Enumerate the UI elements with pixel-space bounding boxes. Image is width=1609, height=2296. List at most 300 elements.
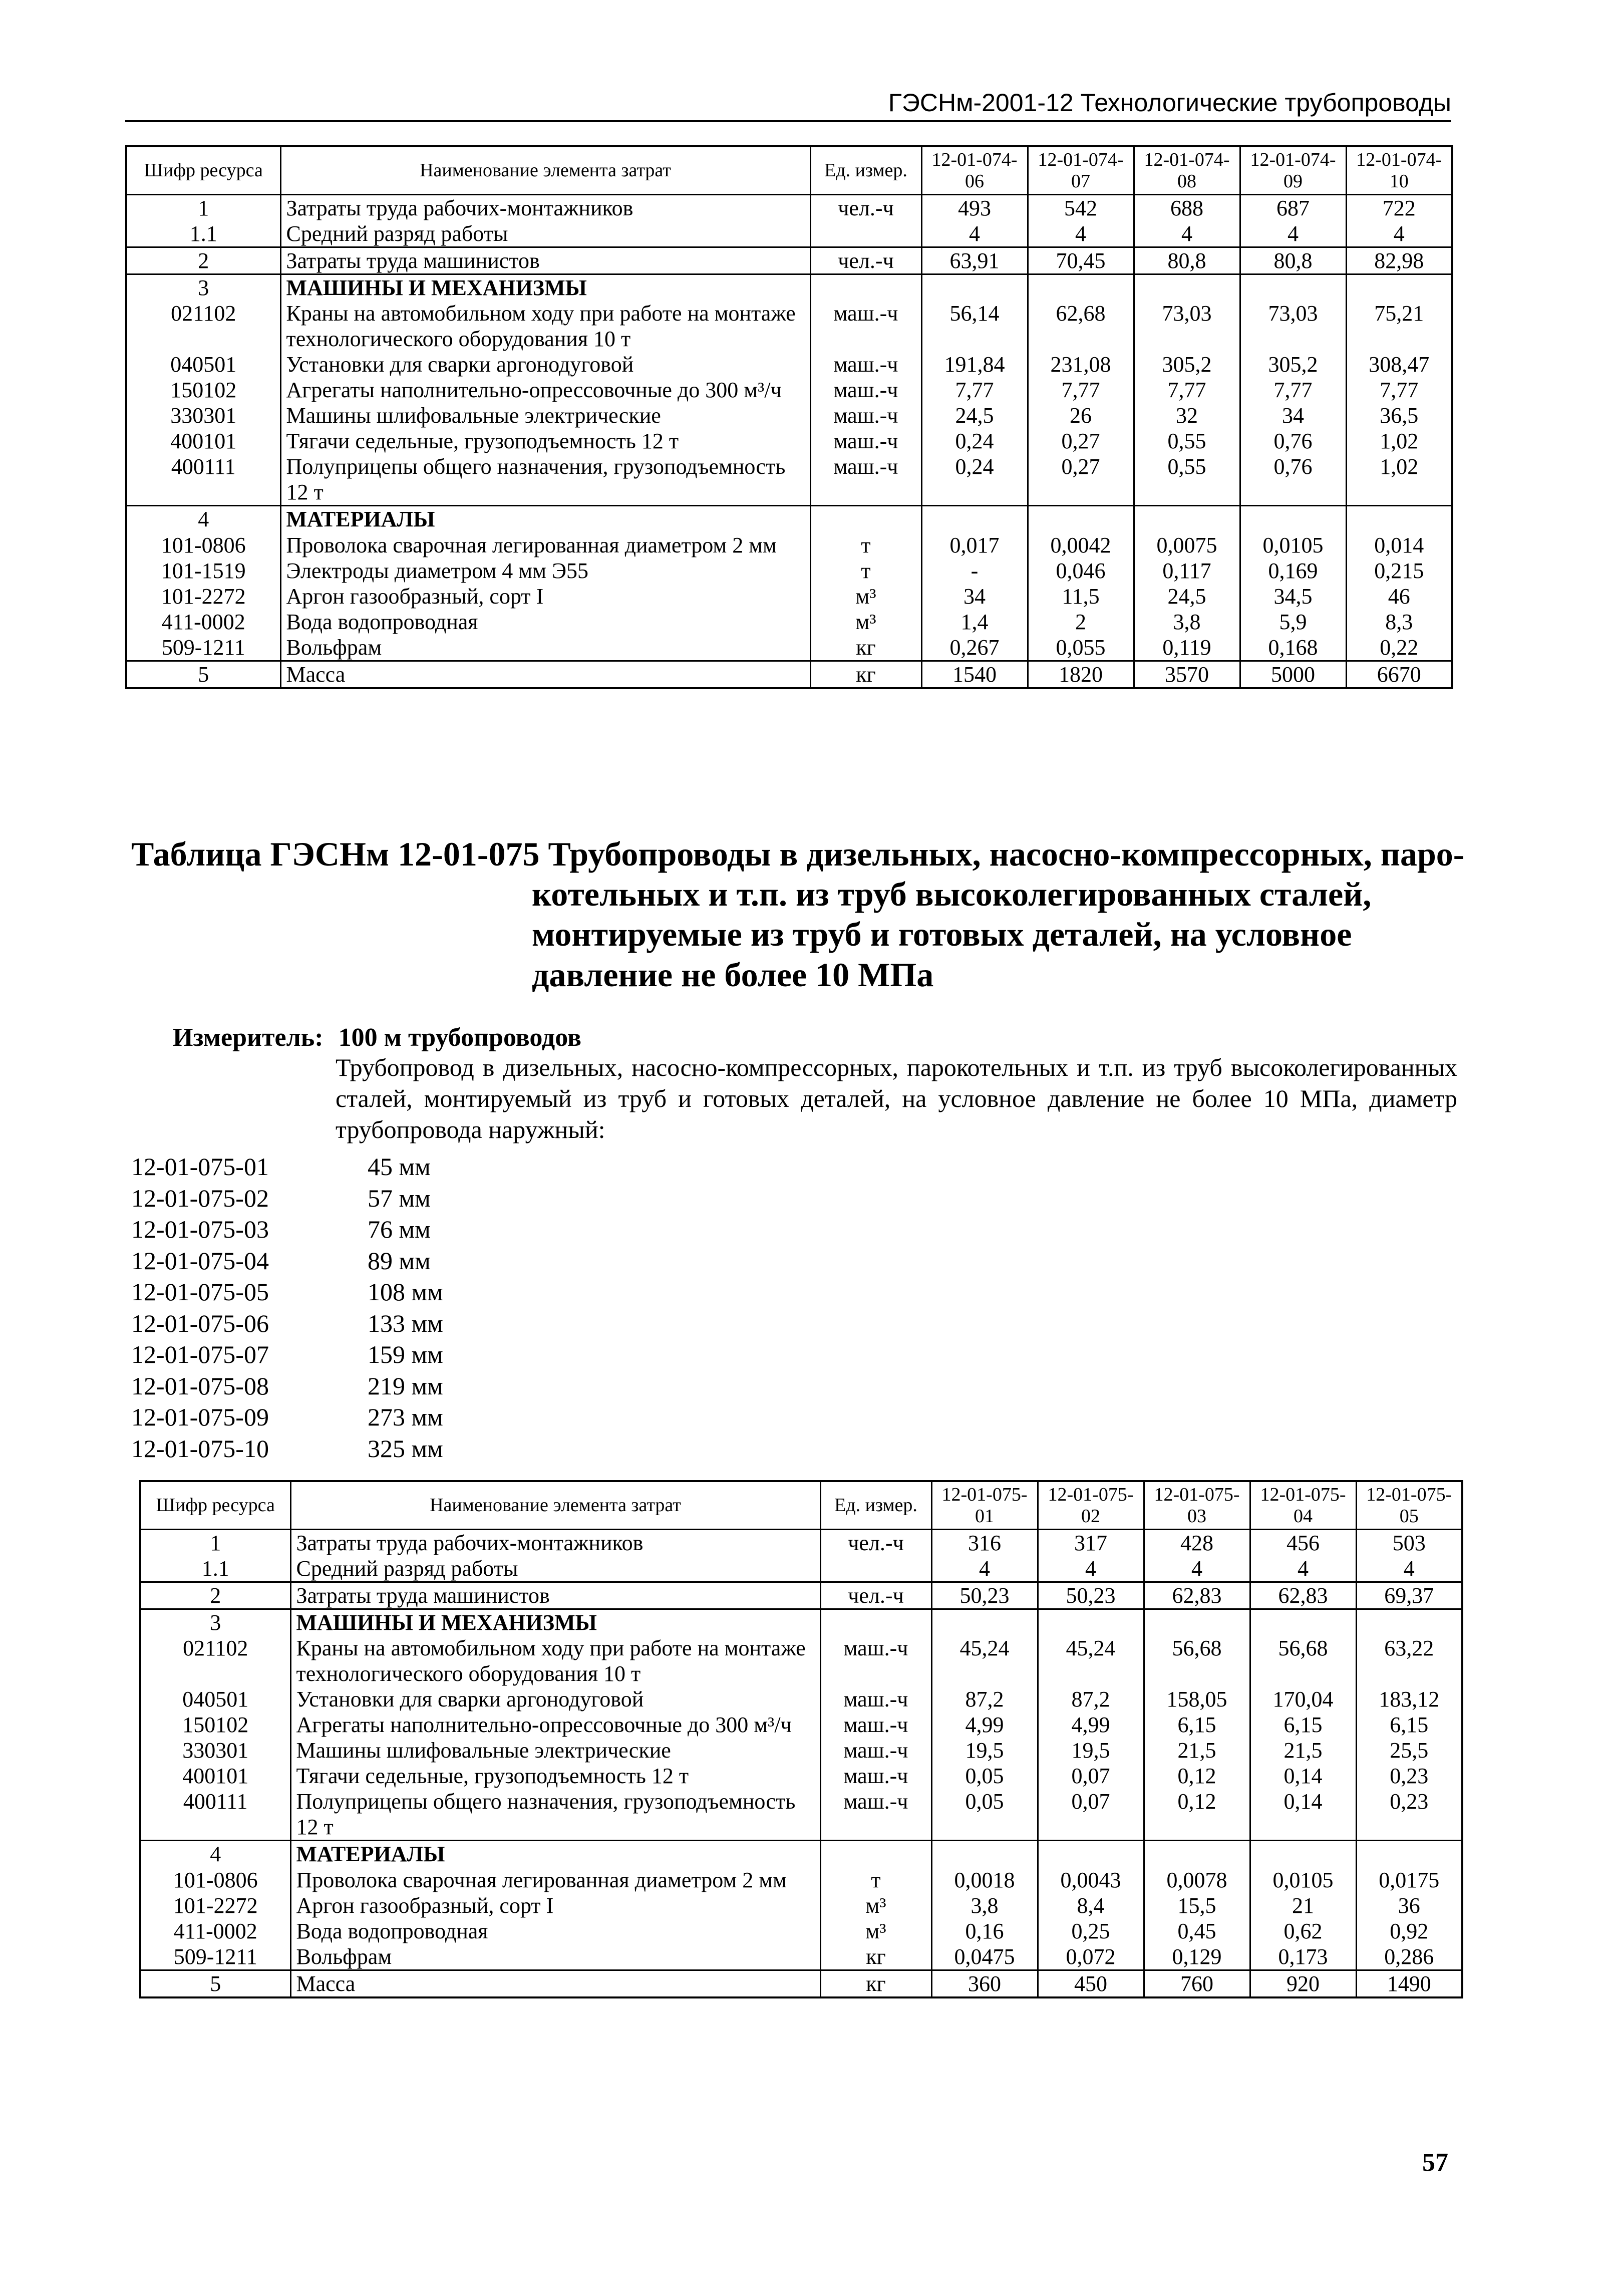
meter-value: 100 м трубопроводов [338, 1023, 581, 1052]
cell-value: 191,84 [921, 352, 1028, 377]
cell-value: 6,15 [1356, 1712, 1462, 1738]
cell-code: 400101 [126, 428, 280, 454]
cell-code: 3 [140, 1609, 290, 1636]
header-name: Наименование элемента затрат [290, 1481, 820, 1530]
cell-value: 62,83 [1250, 1582, 1356, 1609]
cell-code: 040501 [126, 352, 280, 377]
cell-name: Масса [290, 1970, 820, 1997]
caption-lead: Таблица ГЭСНм 12-01-075 Трубопроводы в дизельных, насосно-компрессорных, паро- [131, 835, 1465, 873]
cell-name: Вольфрам [290, 1944, 820, 1970]
table-row [140, 1738, 1462, 1763]
cell-value: 70,45 [1028, 247, 1134, 274]
cell-value: 6,15 [1144, 1712, 1250, 1738]
table-row [140, 1686, 1462, 1712]
cell-unit: чел.-ч [810, 247, 921, 274]
cell-unit: маш.-ч [810, 301, 921, 352]
cell-name: Проволока сварочная легированная диаметром 2 мм [290, 1867, 820, 1893]
list-item-desc: 108 мм [368, 1278, 443, 1306]
cell-value: 82,98 [1346, 247, 1452, 274]
cell-name: Установки для сварки аргонодуговой [280, 352, 810, 377]
cell-value: 36 [1356, 1893, 1462, 1918]
cell-code: 3 [126, 274, 280, 301]
cell-name: МАТЕРИАЛЫ [290, 1841, 820, 1867]
cell-name: Краны на автомобильном ходу при работе на монтаже технологического оборудования 10 т [280, 301, 810, 352]
cell-code: 4 [140, 1841, 290, 1867]
table-row [126, 454, 1452, 506]
cell-value: 0,25 [1038, 1918, 1144, 1944]
cell-value: 456 [1250, 1530, 1356, 1556]
cell-name: Затраты труда рабочих-монтажников [280, 195, 810, 221]
cell-value: 50,23 [931, 1582, 1038, 1609]
table-row [126, 377, 1452, 403]
table-row [140, 1712, 1462, 1738]
cell-unit: маш.-ч [820, 1738, 931, 1763]
cell-value: 19,5 [931, 1738, 1038, 1763]
cell-code: 021102 [140, 1635, 290, 1686]
cell-code: 509-1211 [140, 1944, 290, 1970]
cell-unit: маш.-ч [820, 1789, 931, 1841]
resource-table-075 [139, 1480, 1463, 1998]
cell-value: 4 [1144, 1556, 1250, 1582]
cell-unit: маш.-ч [820, 1686, 931, 1712]
cell-name: МАШИНЫ И МЕХАНИЗМЫ [290, 1609, 820, 1636]
cell-value: 0,27 [1028, 454, 1134, 506]
cell-code: 5 [126, 661, 280, 688]
cell-value: 305,2 [1240, 352, 1346, 377]
cell-value: 19,5 [1038, 1738, 1144, 1763]
cell-code: 101-2272 [140, 1893, 290, 1918]
cell-name: Установки для сварки аргонодуговой [290, 1686, 820, 1712]
cell-code: 101-2272 [126, 584, 280, 609]
cell-unit: маш.-ч [810, 454, 921, 506]
cell-value: 5000 [1240, 661, 1346, 688]
cell-value: 87,2 [931, 1686, 1038, 1712]
cell-value: 80,8 [1134, 247, 1240, 274]
cell-code: 4 [126, 506, 280, 532]
cell-value: 0,76 [1240, 428, 1346, 454]
table-row [140, 1556, 1462, 1582]
cell-value [1356, 1609, 1462, 1636]
cell-code: 330301 [140, 1738, 290, 1763]
cell-value: 542 [1028, 195, 1134, 221]
cell-value: 21,5 [1144, 1738, 1250, 1763]
cell-value: 317 [1038, 1530, 1144, 1556]
table-row [140, 1893, 1462, 1918]
cell-name: Вольфрам [280, 635, 810, 661]
cell-unit: маш.-ч [810, 403, 921, 428]
cell-name: Полуприцепы общего назначения, грузоподъемность 12 т [290, 1789, 820, 1841]
cell-value: 56,14 [921, 301, 1028, 352]
cell-unit: чел.-ч [820, 1530, 931, 1556]
list-item-desc: 219 мм [368, 1371, 443, 1400]
list-item-desc: 89 мм [368, 1246, 431, 1275]
table-row [140, 1944, 1462, 1970]
cell-name: Вода водопроводная [280, 609, 810, 635]
cell-name: МАШИНЫ И МЕХАНИЗМЫ [280, 274, 810, 301]
cell-value: 1820 [1028, 661, 1134, 688]
cell-code: 150102 [140, 1712, 290, 1738]
cell-unit [820, 1841, 931, 1867]
cell-unit [820, 1609, 931, 1636]
cell-value: 4 [1346, 221, 1452, 247]
header-col: 12-01-075-01 [931, 1481, 1038, 1530]
cell-name: Вода водопроводная [290, 1918, 820, 1944]
cell-value: 32 [1134, 403, 1240, 428]
header-code: Шифр ресурса [140, 1481, 290, 1530]
table-row [126, 558, 1452, 584]
cell-value [1134, 274, 1240, 301]
cell-unit: маш.-ч [820, 1712, 931, 1738]
cell-value: 0,168 [1240, 635, 1346, 661]
cell-value [1356, 1841, 1462, 1867]
cell-value [921, 506, 1028, 532]
cell-value [1038, 1609, 1144, 1636]
table-row [140, 1609, 1462, 1636]
table-row [126, 403, 1452, 428]
cell-value: 24,5 [1134, 584, 1240, 609]
header-col: 12-01-074-10 [1346, 146, 1452, 195]
cell-name: Агрегаты наполнительно-опрессовочные до 300 м³/ч [290, 1712, 820, 1738]
cell-unit [810, 274, 921, 301]
cell-value: 0,24 [921, 428, 1028, 454]
cell-value [1028, 274, 1134, 301]
cell-value: 3570 [1134, 661, 1240, 688]
cell-value: 305,2 [1134, 352, 1240, 377]
cell-value [921, 274, 1028, 301]
table-row [126, 247, 1452, 274]
cell-unit [820, 1556, 931, 1582]
cell-value: 0,072 [1038, 1944, 1144, 1970]
cell-value: 45,24 [931, 1635, 1038, 1686]
page-number: 57 [1422, 2148, 1448, 2177]
cell-unit: т [820, 1867, 931, 1893]
cell-name: Аргон газообразный, сорт I [290, 1893, 820, 1918]
cell-code: 330301 [126, 403, 280, 428]
table-row [126, 661, 1452, 688]
cell-value: 15,5 [1144, 1893, 1250, 1918]
cell-value: 231,08 [1028, 352, 1134, 377]
cell-code: 509-1211 [126, 635, 280, 661]
header-col: 12-01-074-07 [1028, 146, 1134, 195]
cell-value: 0,215 [1346, 558, 1452, 584]
cell-value: 0,0075 [1134, 532, 1240, 558]
cell-value: 0,55 [1134, 428, 1240, 454]
cell-value: 0,129 [1144, 1944, 1250, 1970]
list-item-desc: 159 мм [368, 1340, 443, 1368]
list-item-code: 12-01-075-03 [131, 1215, 269, 1243]
cell-name: Тягачи седельные, грузоподъемность 12 т [290, 1763, 820, 1789]
cell-value: 0,14 [1250, 1763, 1356, 1789]
cell-value: 1,02 [1346, 428, 1452, 454]
cell-value: 7,77 [921, 377, 1028, 403]
cell-unit: т [810, 532, 921, 558]
cell-value: 2 [1028, 609, 1134, 635]
cell-name: МАТЕРИАЛЫ [280, 506, 810, 532]
cell-value: 3,8 [1134, 609, 1240, 635]
meter-label: Измеритель: [173, 1023, 324, 1052]
cell-name: Затраты труда рабочих-монтажников [290, 1530, 820, 1556]
cell-value: 360 [931, 1970, 1038, 1997]
cell-value: 493 [921, 195, 1028, 221]
cell-value: 0,23 [1356, 1763, 1462, 1789]
cell-unit: м³ [810, 584, 921, 609]
cell-name: Масса [280, 661, 810, 688]
cell-value [1250, 1841, 1356, 1867]
cell-value: 0,12 [1144, 1763, 1250, 1789]
cell-value: 4 [931, 1556, 1038, 1582]
cell-name: Проволока сварочная легированная диаметром 2 мм [280, 532, 810, 558]
cell-value: 158,05 [1144, 1686, 1250, 1712]
cell-value [1346, 274, 1452, 301]
table-row [140, 1970, 1462, 1997]
cell-value: 7,77 [1240, 377, 1346, 403]
header-col: 12-01-074-09 [1240, 146, 1346, 195]
cell-value: 4,99 [931, 1712, 1038, 1738]
cell-code: 1 [126, 195, 280, 221]
cell-value: 0,0105 [1240, 532, 1346, 558]
cell-code: 1.1 [140, 1556, 290, 1582]
cell-value: 0,169 [1240, 558, 1346, 584]
cell-value: 170,04 [1250, 1686, 1356, 1712]
cell-value: 6,15 [1250, 1712, 1356, 1738]
measurement-unit [173, 1023, 581, 1052]
cell-name: Машины шлифовальные электрические [290, 1738, 820, 1763]
cell-value: 62,68 [1028, 301, 1134, 352]
cell-unit: маш.-ч [810, 352, 921, 377]
cell-unit: маш.-ч [820, 1763, 931, 1789]
cell-value [931, 1841, 1038, 1867]
cell-value: 0,22 [1346, 635, 1452, 661]
cell-code: 101-0806 [126, 532, 280, 558]
cell-value: 0,55 [1134, 454, 1240, 506]
cell-value: 4 [1356, 1556, 1462, 1582]
cell-code: 040501 [140, 1686, 290, 1712]
cell-name: Машины шлифовальные электрические [280, 403, 810, 428]
cell-code: 400111 [140, 1789, 290, 1841]
list-item-code: 12-01-075-04 [131, 1246, 269, 1275]
cell-name: Тягачи седельные, грузоподъемность 12 т [280, 428, 810, 454]
header-col: 12-01-074-08 [1134, 146, 1240, 195]
table-row [126, 428, 1452, 454]
cell-value: 0,055 [1028, 635, 1134, 661]
cell-code: 101-1519 [126, 558, 280, 584]
cell-value [1144, 1609, 1250, 1636]
cell-value: 0,12 [1144, 1789, 1250, 1841]
cell-value: 34,5 [1240, 584, 1346, 609]
cell-value: 75,21 [1346, 301, 1452, 352]
cell-value [1144, 1841, 1250, 1867]
cell-value: 0,16 [931, 1918, 1038, 1944]
cell-value: 0,017 [921, 532, 1028, 558]
cell-value: 8,3 [1346, 609, 1452, 635]
cell-value: 1540 [921, 661, 1028, 688]
cell-value [931, 1609, 1038, 1636]
cell-value: 7,77 [1134, 377, 1240, 403]
cell-unit: маш.-ч [820, 1635, 931, 1686]
cell-value [1240, 274, 1346, 301]
cell-unit: кг [810, 661, 921, 688]
cell-code: 1 [140, 1530, 290, 1556]
header-col: 12-01-075-03 [1144, 1481, 1250, 1530]
header-title: ГЭСНм-2001-12 Технологические трубопроводы [888, 89, 1451, 117]
cell-value: 24,5 [921, 403, 1028, 428]
cell-value: 11,5 [1028, 584, 1134, 609]
cell-value: 687 [1240, 195, 1346, 221]
table-row [140, 1763, 1462, 1789]
cell-unit: м³ [810, 609, 921, 635]
cell-code: 411-0002 [140, 1918, 290, 1944]
list-item-desc: 273 мм [368, 1403, 443, 1431]
cell-value: 0,117 [1134, 558, 1240, 584]
cell-value: 36,5 [1346, 403, 1452, 428]
cell-value: 56,68 [1144, 1635, 1250, 1686]
cell-code: 400111 [126, 454, 280, 506]
table-row [140, 1530, 1462, 1556]
cell-value: 688 [1134, 195, 1240, 221]
cell-value: 26 [1028, 403, 1134, 428]
header-col: 12-01-075-04 [1250, 1481, 1356, 1530]
cell-value: 0,62 [1250, 1918, 1356, 1944]
cell-code: 150102 [126, 377, 280, 403]
list-item-desc: 325 мм [368, 1434, 443, 1463]
table-row [126, 274, 1452, 301]
cell-value: 0,76 [1240, 454, 1346, 506]
cell-value: 0,0105 [1250, 1867, 1356, 1893]
header-unit: Ед. измер. [810, 146, 921, 195]
table-row [140, 1867, 1462, 1893]
cell-value: 0,046 [1028, 558, 1134, 584]
cell-name: Аргон газообразный, сорт I [280, 584, 810, 609]
list-item-desc: 76 мм [368, 1215, 431, 1243]
cell-value: 50,23 [1038, 1582, 1144, 1609]
header-col: 12-01-075-02 [1038, 1481, 1144, 1530]
table-row [126, 301, 1452, 352]
list-item-code: 12-01-075-08 [131, 1371, 269, 1400]
list-item-code: 12-01-075-10 [131, 1434, 269, 1463]
cell-value: 4 [1028, 221, 1134, 247]
table-row [126, 609, 1452, 635]
cell-value: 34 [1240, 403, 1346, 428]
cell-value: 0,45 [1144, 1918, 1250, 1944]
list-item-desc: 133 мм [368, 1309, 443, 1337]
cell-value: 56,68 [1250, 1635, 1356, 1686]
cell-value: 73,03 [1240, 301, 1346, 352]
cell-value: 4,99 [1038, 1712, 1144, 1738]
table-row [126, 584, 1452, 609]
header-col: 12-01-074-06 [921, 146, 1028, 195]
table-header-row [140, 1481, 1462, 1530]
cell-value [1250, 1609, 1356, 1636]
cell-name: Агрегаты наполнительно-опрессовочные до 300 м³/ч [280, 377, 810, 403]
cell-value: 503 [1356, 1530, 1462, 1556]
cell-unit: чел.-ч [810, 195, 921, 221]
cell-value [1346, 506, 1452, 532]
cell-value: 0,286 [1356, 1944, 1462, 1970]
cell-value: 8,4 [1038, 1893, 1144, 1918]
cell-value: 5,9 [1240, 609, 1346, 635]
cell-value: 3,8 [931, 1893, 1038, 1918]
table-row [140, 1789, 1462, 1841]
list-item-code: 12-01-075-07 [131, 1340, 269, 1368]
cell-name: Средний разряд работы [290, 1556, 820, 1582]
cell-value: 0,92 [1356, 1918, 1462, 1944]
cell-value: 722 [1346, 195, 1452, 221]
cell-value: 1,02 [1346, 454, 1452, 506]
cell-value: 73,03 [1134, 301, 1240, 352]
cell-value: 0,27 [1028, 428, 1134, 454]
table-row [140, 1918, 1462, 1944]
cell-name: Затраты труда машинистов [280, 247, 810, 274]
cell-value [1134, 506, 1240, 532]
cell-unit: м³ [820, 1918, 931, 1944]
cell-unit: кг [810, 635, 921, 661]
table-body [140, 1530, 1462, 1997]
cell-value: 69,37 [1356, 1582, 1462, 1609]
cell-value: 0,24 [921, 454, 1028, 506]
cell-value: 0,07 [1038, 1789, 1144, 1841]
caption-rest: котельных и т.п. из труб высоколегированных сталей, монтируемые из труб и готовых деталей, на условное давление не более 10 МПа [532, 875, 1372, 994]
table-row [140, 1635, 1462, 1686]
cell-value: 0,173 [1250, 1944, 1356, 1970]
cell-value: 0,0042 [1028, 532, 1134, 558]
table-row [126, 195, 1452, 221]
cell-code: 101-0806 [140, 1867, 290, 1893]
cell-value: 0,0043 [1038, 1867, 1144, 1893]
cell-value: 428 [1144, 1530, 1250, 1556]
cell-value: 21,5 [1250, 1738, 1356, 1763]
cell-value: 0,07 [1038, 1763, 1144, 1789]
cell-value: 0,05 [931, 1763, 1038, 1789]
cell-value: 7,77 [1346, 377, 1452, 403]
cell-value: 0,0018 [931, 1867, 1038, 1893]
table-header-row [126, 146, 1452, 195]
cell-unit: маш.-ч [810, 428, 921, 454]
cell-value: 0,23 [1356, 1789, 1462, 1841]
cell-value: 760 [1144, 1970, 1250, 1997]
cell-value: 450 [1038, 1970, 1144, 1997]
cell-value [1028, 506, 1134, 532]
cell-value: 920 [1250, 1970, 1356, 1997]
cell-value: 0,014 [1346, 532, 1452, 558]
cell-value: 25,5 [1356, 1738, 1462, 1763]
list-item-desc: 45 мм [368, 1153, 431, 1181]
cell-value: 0,0475 [931, 1944, 1038, 1970]
cell-code: 5 [140, 1970, 290, 1997]
work-description: Трубопровод в дизельных, насосно-компрессорных, парокотельных и т.п. из труб высоколегированных сталей, монтируемый из труб и готовых деталей, на условное давление не более 10 МПа, диаметр трубопровода наружный: [336, 1053, 1457, 1143]
cell-unit [810, 506, 921, 532]
cell-value: 4 [1240, 221, 1346, 247]
cell-unit: кг [820, 1944, 931, 1970]
cell-value: 1,4 [921, 609, 1028, 635]
table-body [126, 195, 1452, 688]
cell-value: 0,0078 [1144, 1867, 1250, 1893]
cell-value: 183,12 [1356, 1686, 1462, 1712]
cell-name: Полуприцепы общего назначения, грузоподъемность 12 т [280, 454, 810, 506]
cell-code: 411-0002 [126, 609, 280, 635]
cell-code: 2 [126, 247, 280, 274]
cell-value: 7,77 [1028, 377, 1134, 403]
cell-value: 62,83 [1144, 1582, 1250, 1609]
cell-code: 1.1 [126, 221, 280, 247]
cell-value: 46 [1346, 584, 1452, 609]
cell-value: 0,119 [1134, 635, 1240, 661]
list-item-code: 12-01-075-02 [131, 1184, 269, 1212]
cell-value [1240, 506, 1346, 532]
cell-value: 0,14 [1250, 1789, 1356, 1841]
cell-value: 1490 [1356, 1970, 1462, 1997]
cell-code: 2 [140, 1582, 290, 1609]
cell-value: 0,05 [931, 1789, 1038, 1841]
